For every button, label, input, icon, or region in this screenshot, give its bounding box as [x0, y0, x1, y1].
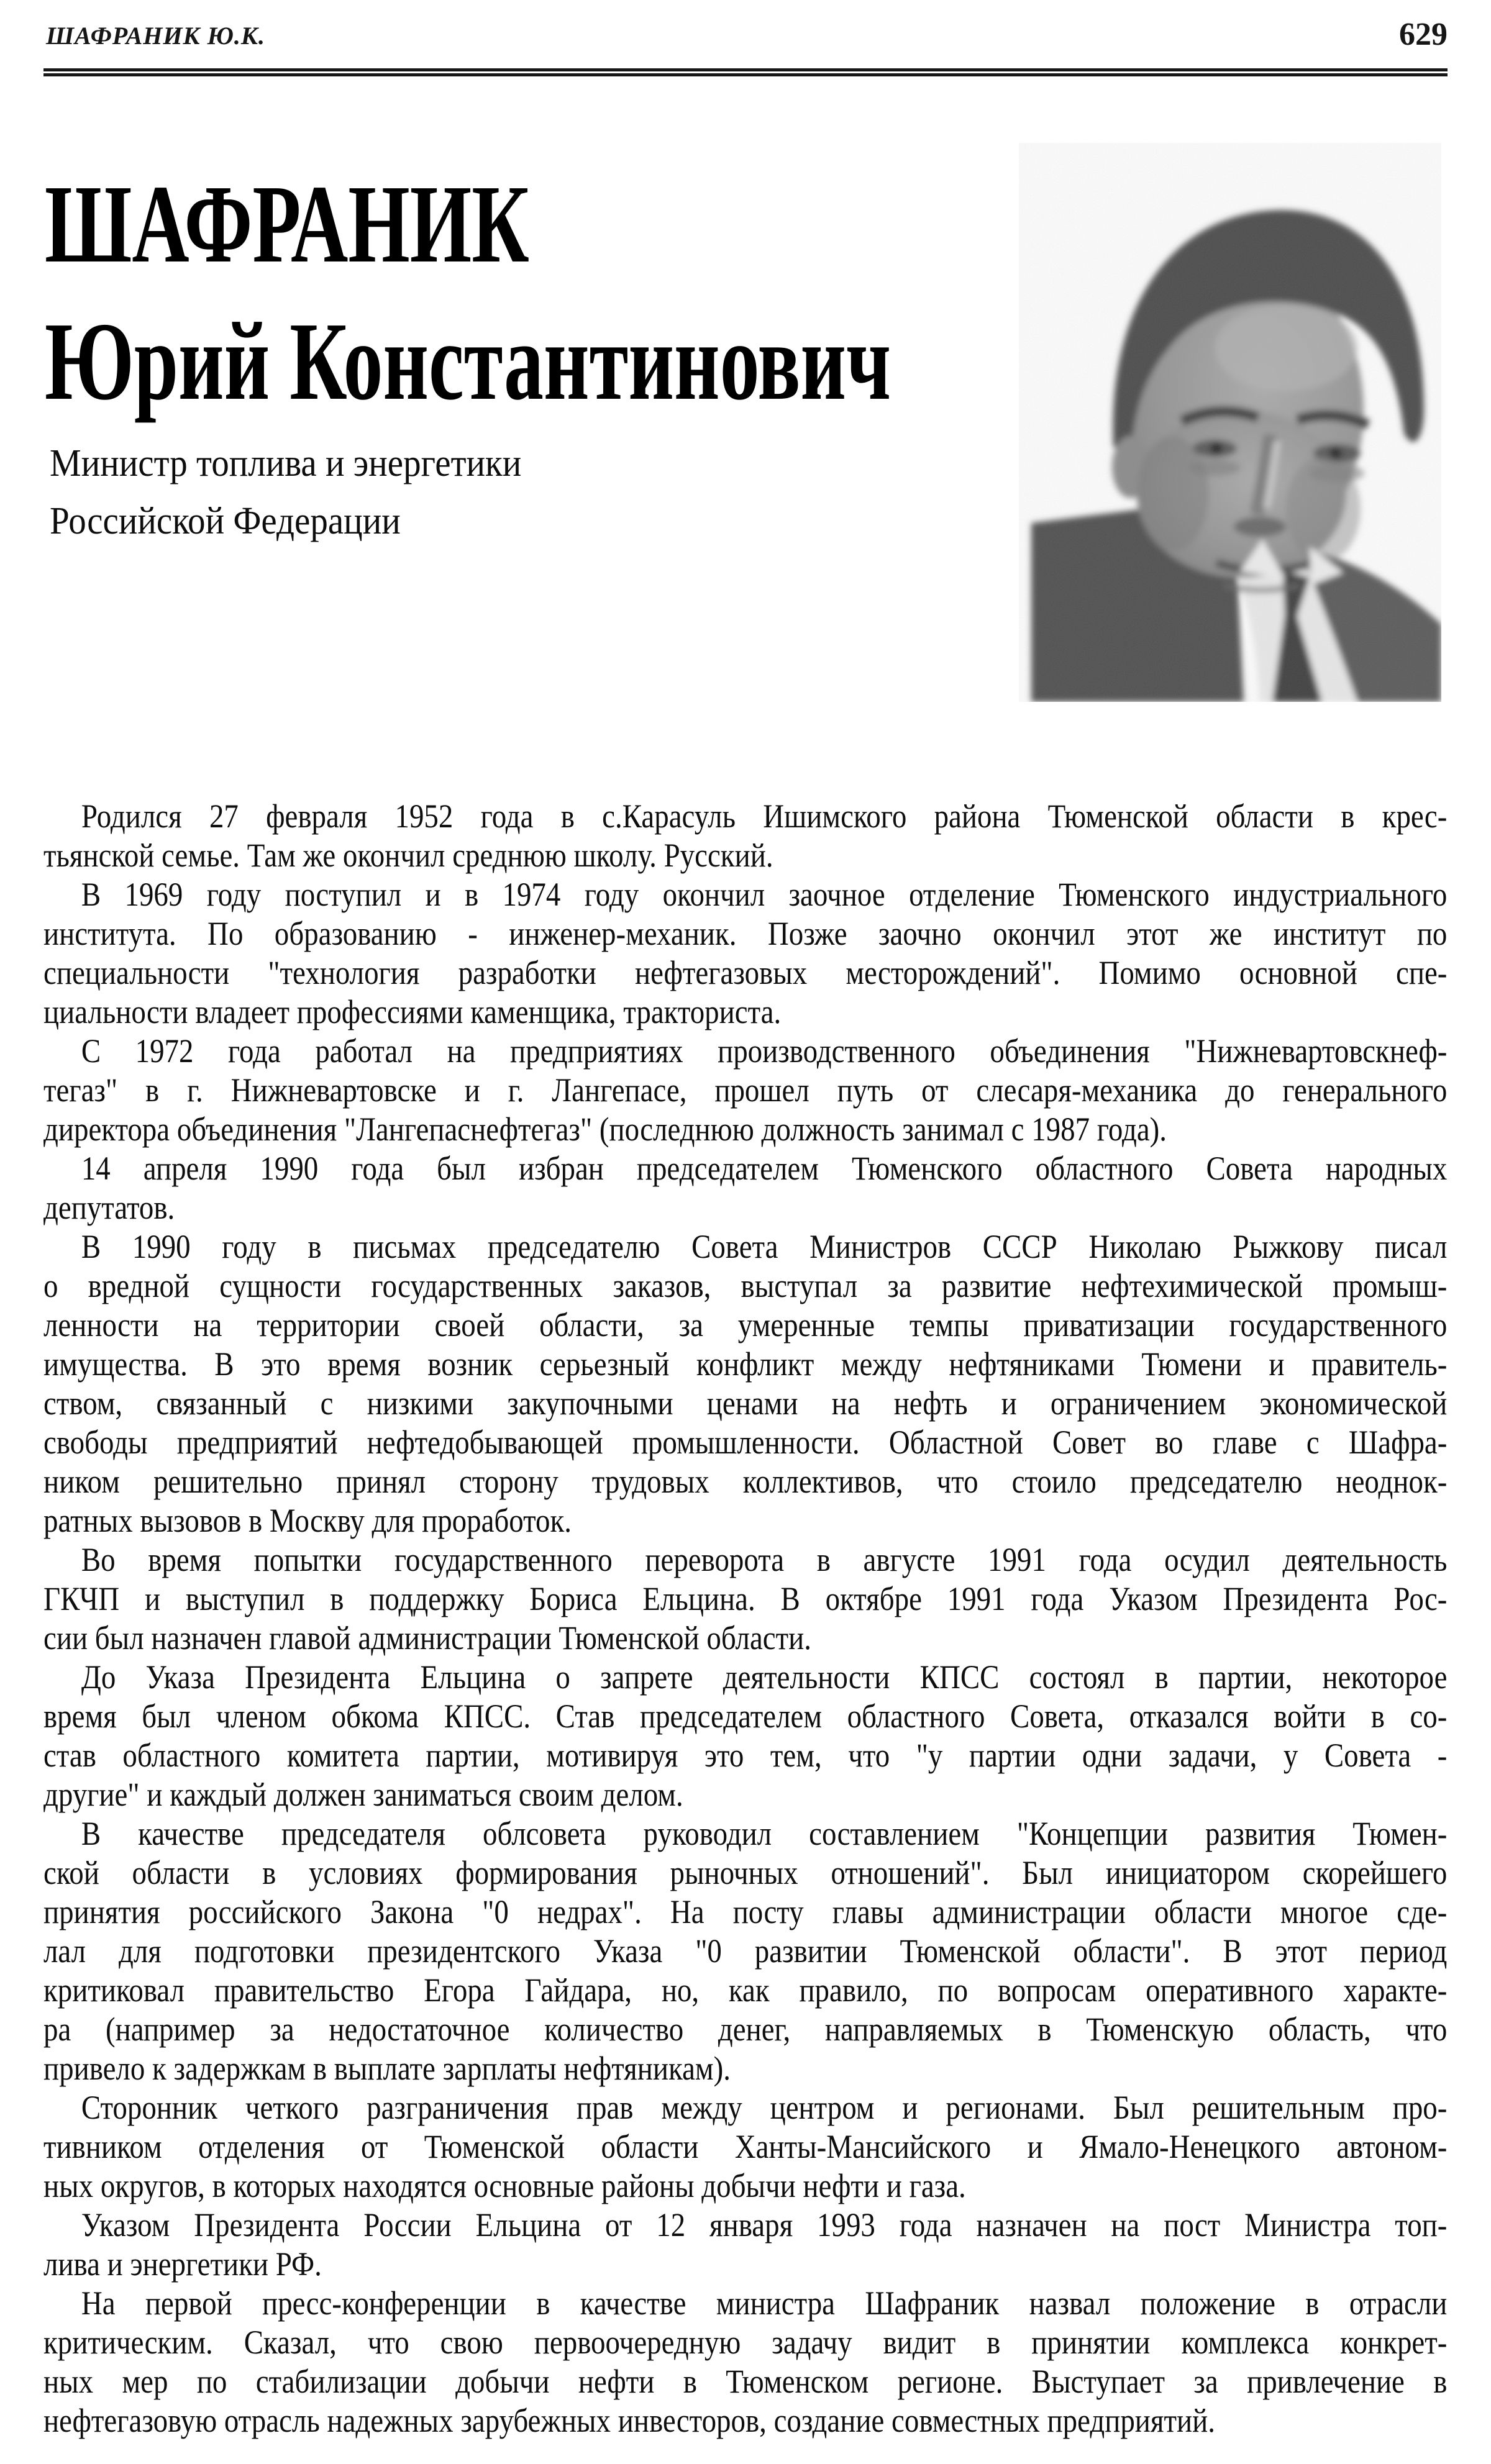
biography-text	[43, 797, 1447, 2440]
text-line: До Указа Президента Ельцина о запрете деятельности КПСС состоял в партии, некоторое	[81, 1658, 1448, 1696]
paragraph	[43, 1149, 1447, 1227]
portrait-photo-image	[1019, 143, 1441, 702]
text-line: ством, связанный с низкими закупочными ценами на нефть и ограничением экономической	[43, 1384, 1448, 1422]
running-title: ШАФРАНИК Ю.К.	[46, 22, 266, 50]
text-line: ленности на территории своей области, за умеренные темпы приватизации государственного	[43, 1306, 1448, 1343]
text-line: ской области в условиях формирования рыночных отношений". Был инициатором скорейшего	[43, 1854, 1448, 1891]
text-line: 14 апреля 1990 года был избран председателем Тюменского областного Совета народных	[81, 1150, 1448, 1187]
paragraph	[43, 1814, 1447, 2088]
text-line: В 1969 году поступил и в 1974 году окончил заочное отделение Тюменского индустриального	[81, 876, 1448, 913]
text-line: директора объединения "Лангепаснефтегаз" (последнюю должность занимал с 1987 года).	[43, 1111, 1167, 1148]
text-line: свободы предприятий нефтедобывающей промышленности. Областной Совет во главе с Шафра-	[43, 1424, 1448, 1461]
paragraph	[43, 797, 1447, 875]
text-line: сии был назначен главой администрации Тюменской области.	[43, 1619, 811, 1657]
position-line: Министр топлива и энергетики	[50, 442, 522, 484]
text-line: критическим. Сказал, что свою первоочередную задачу видит в принятии комплекса конкрет-	[43, 2324, 1448, 2361]
text-line: лива и энергетики РФ.	[43, 2245, 322, 2283]
text-line: ГКЧП и выступил в поддержку Бориса Ельцина. В октябре 1991 года Указом Президента Рос-	[43, 1580, 1448, 1617]
text-line: тивником отделения от Тюменской области Ханты-Мансийского и Ямало-Ненецкого автоном-	[43, 2128, 1448, 2165]
text-line: ных мер по стабилизации добычи нефти в Тюменском регионе. Выступает за привлечение в	[43, 2363, 1448, 2400]
text-line: тьянской семье. Там же окончил среднюю школу. Русский.	[43, 837, 773, 874]
paragraph	[43, 875, 1447, 1032]
paragraph	[43, 1540, 1447, 1658]
text-line: В качестве председателя облсовета руководил составлением "Концепции развития Тюмен-	[81, 1815, 1448, 1852]
text-line: время был членом обкома КПСС. Став председателем областного Совета, отказался войти в со-	[43, 1698, 1448, 1735]
text-line: института. По образованию - инженер-механик. Позже заочно окончил этот же институт по	[43, 915, 1448, 952]
text-line: На первой пресс-конференции в качестве министра Шафраник назвал положение в отрасли	[81, 2284, 1448, 2322]
text-line: тегаз" в г. Нижневартовске и г. Лангепасе, прошел путь от слесаря-механика до генерального	[43, 1071, 1448, 1109]
text-line: имущества. В это время возник серьезный конфликт между нефтяниками Тюмени и правитель-	[43, 1345, 1448, 1383]
text-line: Указом Президента России Ельцина от 12 января 1993 года назначен на пост Министра топ-	[81, 2206, 1448, 2244]
text-line: циальности владеет профессиями каменщика, тракториста.	[43, 993, 782, 1030]
page-number: 629	[1399, 17, 1448, 52]
text-line: Родился 27 февраля 1952 года в с.Карасуль Ишимского района Тюменской области в крес-	[81, 798, 1448, 835]
text-line: С 1972 года работал на предприятиях производственного объединения "Нижневартовскнеф-	[81, 1032, 1448, 1070]
entry-given-names: Юрий Константинович	[45, 299, 891, 423]
text-line: нефтегазовую отрасль надежных зарубежных инвесторов, создание совместных предприятий.	[43, 2402, 1215, 2439]
text-line: став областного комитета партии, мотивируя это тем, что "у партии одни задачи, у Совета -	[43, 1737, 1448, 1774]
paragraph	[43, 1227, 1447, 1540]
text-line: специальности "технология разработки нефтегазовых месторождений". Помимо основной спе-	[43, 954, 1448, 991]
entry-surname: ШАФРАНИК	[45, 162, 529, 286]
text-line: о вредной сущности государственных заказов, выступал за развитие нефтехимической промыш-	[43, 1267, 1448, 1304]
entry-position	[50, 435, 562, 550]
text-line: лал для подготовки президентского Указа "0 развитии Тюменской области". В этот период	[43, 1932, 1448, 1970]
text-line: В 1990 году в письмах председателю Совета Министров СССР Николаю Рыжкову писал	[81, 1228, 1448, 1265]
text-line: ных округов, в которых находятся основные районы добычи нефти и газа.	[43, 2167, 966, 2204]
paragraph	[43, 1032, 1447, 1149]
text-line: критиковал правительство Егора Гайдара, но, как правило, по вопросам оперативного характе-	[43, 1971, 1448, 2009]
text-line: Сторонник четкого разграничения прав между центром и регионами. Был решительным про-	[81, 2089, 1448, 2126]
text-line: ником решительно принял сторону трудовых коллективов, что стоило председателю неоднок-	[43, 1463, 1448, 1500]
text-line: ратных вызовов в Москву для проработок.	[43, 1502, 572, 1539]
text-line: депутатов.	[43, 1189, 175, 1226]
text-line: привело к задержкам в выплате зарплаты нефтяникам).	[43, 2050, 731, 2087]
paragraph	[43, 2284, 1447, 2440]
paragraph	[43, 2206, 1447, 2284]
paragraph	[43, 1658, 1447, 1814]
text-line: принятия российского Закона "0 недрах". На посту главы администрации области многое сде-	[43, 1893, 1448, 1930]
paragraph	[43, 2088, 1447, 2206]
position-line: Российской Федерации	[50, 500, 401, 542]
text-line: Во время попытки государственного переворота в августе 1991 года осудил деятельность	[81, 1541, 1448, 1578]
text-line: другие" и каждый должен заниматься своим делом.	[43, 1776, 683, 1813]
portrait-photo	[1019, 143, 1441, 702]
double-rule	[43, 68, 1448, 76]
text-line: ра (например за недостаточное количество денег, направляемых в Тюменскую область, что	[43, 2011, 1448, 2048]
